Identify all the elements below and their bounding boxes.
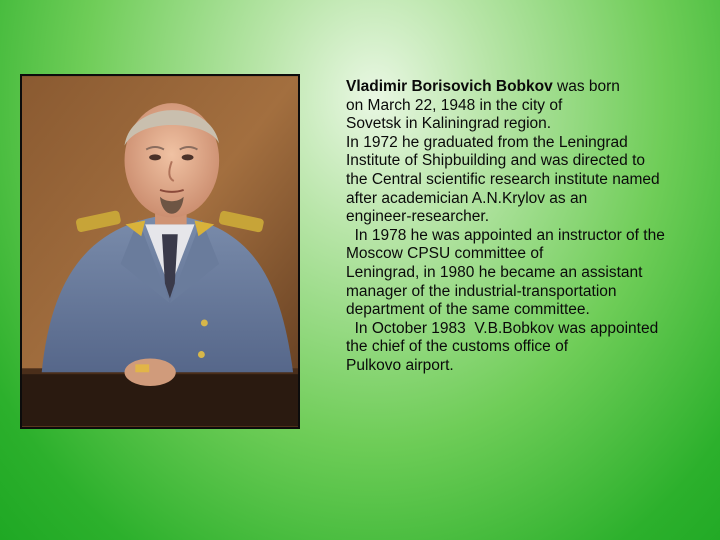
bio-line-10: Moscow CPSU committee of [346, 245, 544, 263]
bio-line-4: In 1972 he graduated from the Leningrad [346, 133, 628, 151]
portrait-illustration [22, 76, 298, 427]
person-name: Vladimir Borisovich Bobkov [346, 78, 553, 95]
bio-line-7: after academician A.N.Krylov as an [346, 189, 588, 207]
bio-line-11: Leningrad, in 1980 he became an assistant [346, 263, 643, 281]
portrait-photo [20, 74, 300, 429]
bio-line-14: In October 1983 V.B.Bobkov was appointed [346, 319, 659, 337]
bio-line-6: the Central scientific research institute named [346, 170, 660, 188]
bio-line-5: Institute of Shipbuilding and was directed to [346, 152, 645, 170]
bio-line-3: Sovetsk in Kaliningrad region. [346, 115, 552, 133]
bio-line-12: manager of the industrial-transportation [346, 282, 617, 300]
bio-line-1-rest: was born [552, 78, 620, 95]
biography-text [346, 78, 718, 376]
bio-line-2: on March 22, 1948 in the city of [346, 96, 563, 114]
bio-line-15: the chief of the customs office of [346, 338, 569, 356]
bio-line-1 [346, 78, 718, 97]
bio-line-16: Pulkovo airport. [346, 356, 454, 374]
bio-line-9: In 1978 he was appointed an instructor of the [346, 226, 665, 244]
bio-line-8: engineer-researcher. [346, 208, 490, 226]
bio-line-13: department of the same committee. [346, 301, 590, 319]
